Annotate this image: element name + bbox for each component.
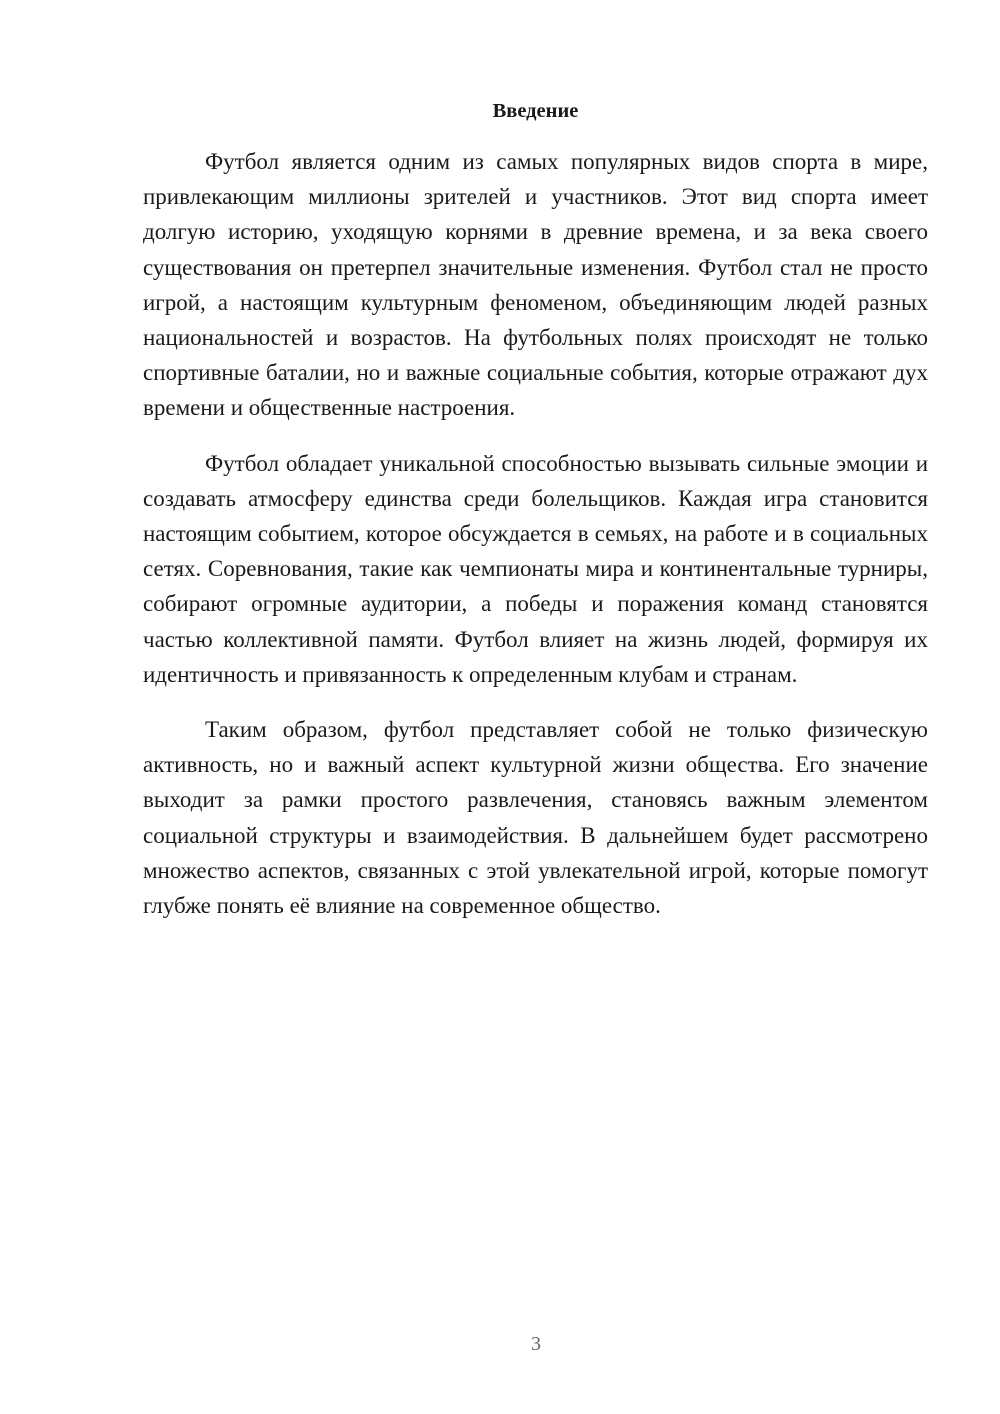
- body-text: [143, 144, 928, 943]
- paragraph-2: Футбол обладает уникальной способностью вызывать сильные эмоции и создавать атмосферу единства среди болельщиков. Каждая игра становится настоящим событием, которое обсуждается в семьях, на работе и в социальных сетях. Соревнования, такие как чемпионаты мира и континентальные турниры, собирают огромные аудитории, а победы и поражения команд становятся частью коллективной памяти. Футбол влияет на жизнь людей, формируя их идентичность и привязанность к определенным клубам и странам.: [143, 450, 928, 687]
- paragraph-1: Футбол является одним из самых популярных видов спорта в мире, привлекающим миллионы зрителей и участников. Этот вид спорта имеет долгую историю, уходящую корнями в древние времена, и за века своего существования он претерпел значительные изменения. Футбол стал не просто игрой, а настоящим культурным феноменом, объединяющим людей разных национальностей и возрастов. На футбольных полях происходят не только спортивные баталии, но и важные социальные события, которые отражают дух времени и общественные настроения.: [143, 149, 928, 421]
- page-number: 3: [531, 1333, 541, 1355]
- section-title: Введение: [492, 100, 579, 122]
- paragraph-3: Таким образом, футбол представляет собой не только физическую активность, но и важный аспект культурной жизни общества. Его значение выходит за рамки простого развлечения, становясь важным элементом социальной структуры и взаимодействия. В дальнейшем будет рассмотрено множество аспектов, связанных с этой увлекательной игрой, которые помогут глубже понять её влияние на современное общество.: [143, 717, 928, 919]
